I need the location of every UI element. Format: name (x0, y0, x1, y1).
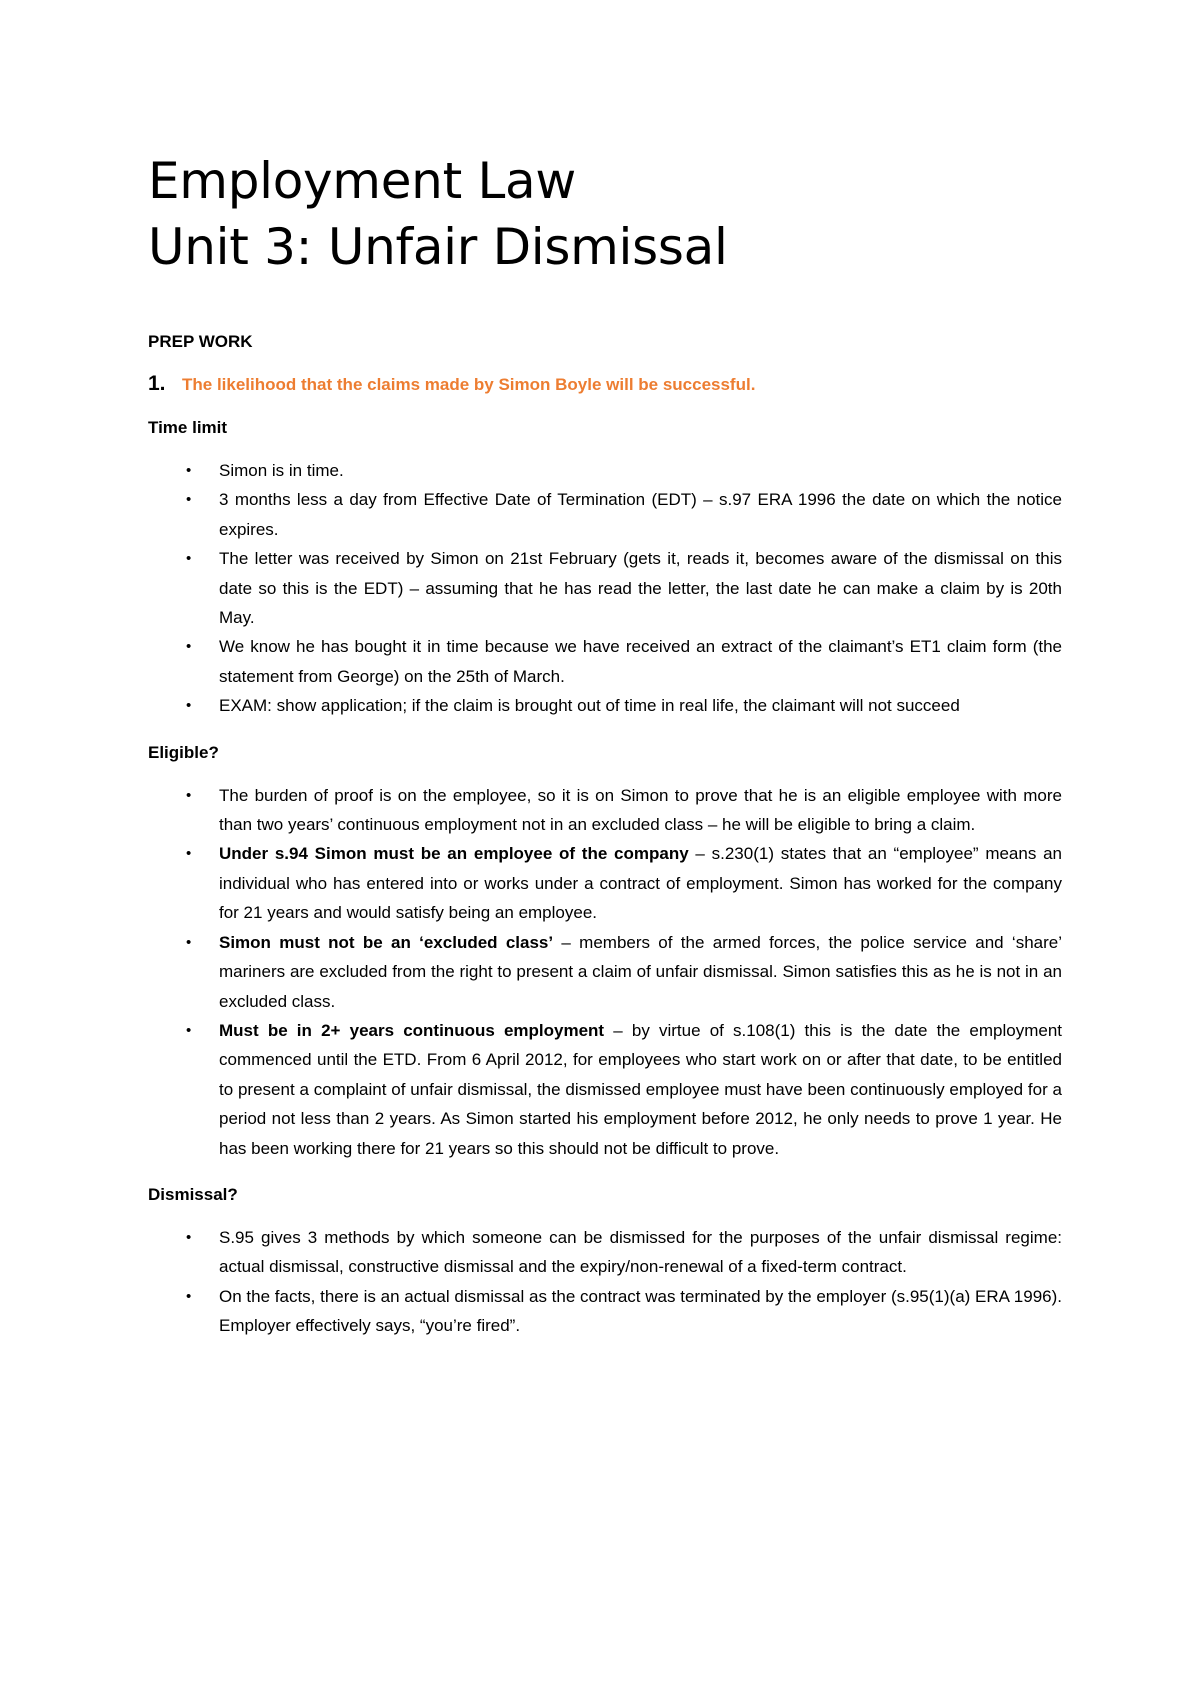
list-item: • We know he has bought it in time because we have received an extract of the claimant’s ET1 claim form (the statement from George) on the 25th of March. (148, 632, 1062, 691)
bullet-icon: • (186, 845, 192, 863)
bullet-icon: • (186, 491, 192, 509)
list-item: • On the facts, there is an actual dismissal as the contract was terminated by the employer (s.95(1)(a) ERA 1996). Employer effectively says, “you’re fired”. (148, 1282, 1062, 1341)
list-item: • S.95 gives 3 methods by which someone can be dismissed for the purposes of the unfair dismissal regime: actual dismissal, constructive dismissal and the expiry/non-renewal of a fixed-term contract. (148, 1223, 1062, 1282)
bullet-icon: • (186, 638, 192, 656)
bullet-icon: • (186, 786, 192, 804)
list-item: • EXAM: show application; if the claim is brought out of time in real life, the claimant will not succeed (148, 691, 1062, 720)
prep-work-label: PREP WORK (148, 332, 253, 351)
section-heading-dismissal: Dismissal? (148, 1184, 238, 1204)
document-subtitle: Unit 3: Unfair Dismissal (148, 218, 728, 276)
bullet-icon: • (186, 933, 192, 951)
section-heading-eligible: Eligible? (148, 742, 219, 762)
list-item: • Must be in 2+ years continuous employment – by virtue of s.108(1) this is the date the employment commenced until the ETD. From 6 April 2012, for employees who start work on or after that date, to be entitled to present a complaint of unfair dismissal, the dismissed employee must have been continuously employed for a period not less than 2 years. As Simon started his employment before 2012, he only needs to prove 1 year. He has been working there for 21 years so this should not be difficult to prove. (148, 1016, 1062, 1163)
list-item: • The burden of proof is on the employee, so it is on Simon to prove that he is an eligible employee with more than two years’ continuous employment not in an excluded class – he will be eligible to bring a claim. (148, 781, 1062, 840)
eligible-list (148, 781, 1062, 1163)
time-limit-list (148, 456, 1062, 721)
dismissal-list (148, 1223, 1062, 1341)
list-item: • Simon must not be an ‘excluded class’ – members of the armed forces, the police service and ‘share’ mariners are excluded from the right to present a claim of unfair dismissal. Simon satisfies this as he is not in an excluded class. (148, 928, 1062, 1016)
section-heading-time-limit: Time limit (148, 418, 228, 437)
question-number: 1. (148, 372, 166, 395)
bullet-icon: • (186, 1021, 192, 1039)
list-item: • Under s.94 Simon must be an employee of the company – s.230(1) states that an “employee” means an individual who has entered into or works under a contract of employment. Simon has worked for the company for 21 years and would satisfy being an employee. (148, 839, 1062, 927)
bullet-icon: • (186, 550, 192, 568)
bullet-icon: • (186, 462, 192, 479)
list-item: • Simon is in time. (148, 456, 1062, 485)
question-item (148, 372, 1062, 396)
question-text: The likelihood that the claims made by Simon Boyle will be successful. (182, 375, 756, 394)
list-item: • The letter was received by Simon on 21st February (gets it, reads it, becomes aware of the dismissal on this date so this is the EDT) – assuming that he has read the letter, the last date he can make a claim by is 20th May. (148, 544, 1062, 632)
bullet-icon: • (186, 1228, 192, 1246)
list-item: • 3 months less a day from Effective Date of Termination (EDT) – s.97 ERA 1996 the date on which the notice expires. (148, 485, 1062, 544)
bullet-icon: • (186, 1287, 192, 1305)
document-title: Employment Law (148, 152, 576, 210)
bullet-icon: • (186, 697, 192, 715)
